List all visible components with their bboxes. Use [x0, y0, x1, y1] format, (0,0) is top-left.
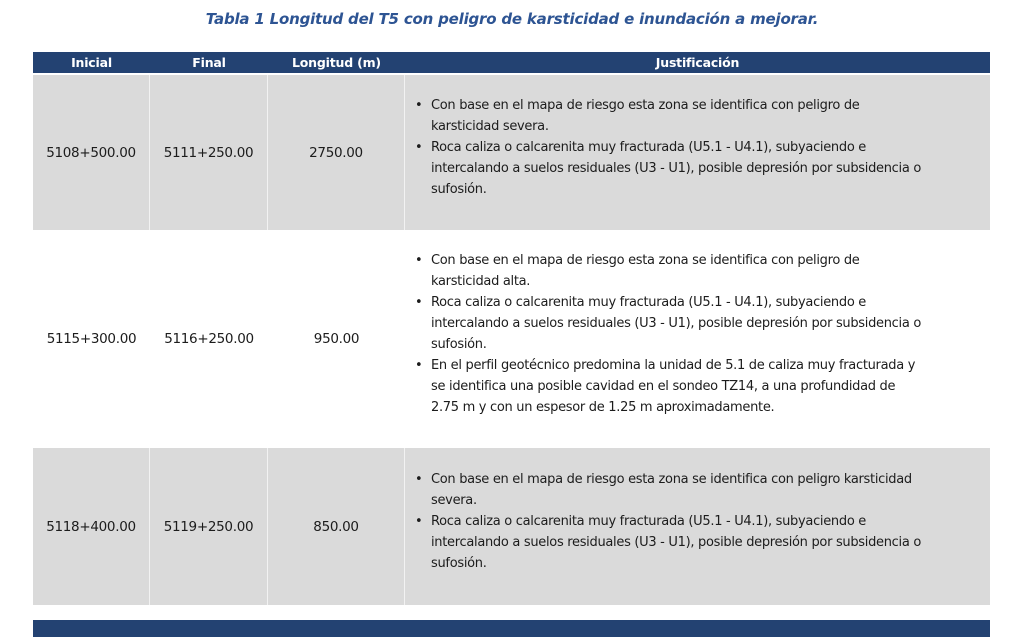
justification-text: Roca caliza o calcarenita muy fracturada (U5.1 - U4.1), subyaciendo e intercalando a suelos residuales (U3 - U1), posible depresión por subsidencia o sufosión. — [431, 514, 921, 571]
cell-inicial: 5118+400.00 — [33, 448, 150, 605]
cell-longitud: 2750.00 — [268, 75, 405, 230]
bullet-icon: • — [415, 472, 423, 487]
cell-longitud: 950.00 — [313, 330, 360, 347]
bullet-icon: • — [415, 140, 423, 155]
justification-text: Con base en el mapa de riesgo esta zona se identifica con peligro karsticidad severa. — [431, 472, 912, 508]
cell-justificacion — [405, 232, 990, 445]
table-row — [33, 232, 990, 445]
table-bottom-rule — [33, 620, 990, 637]
cell-final: 5116+250.00 — [164, 330, 254, 347]
table-body — [33, 75, 990, 605]
cell-justificacion — [405, 75, 990, 230]
bullet-icon: • — [415, 357, 423, 373]
column-header-inicial: Inicial — [71, 55, 112, 70]
cell-final: 5111+250.00 — [150, 75, 268, 230]
cell-final: 5119+250.00 — [150, 448, 268, 605]
justification-text: Con base en el mapa de riesgo esta zona se identifica con peligro de karsticidad alta. — [431, 252, 860, 289]
justification-list — [405, 469, 921, 574]
cell-justificacion — [405, 448, 990, 605]
justification-bullet — [413, 95, 921, 137]
table-header-row — [33, 52, 990, 73]
table-row — [33, 448, 990, 605]
justification-list — [405, 250, 921, 418]
cell-inicial: 5115+300.00 — [46, 330, 137, 347]
bullet-icon: • — [415, 294, 423, 310]
karst-hazard-table — [33, 52, 990, 637]
justification-bullet — [413, 292, 921, 355]
table-caption: Tabla 1 Longitud del T5 con peligro de karsticidad e inundación a mejorar. — [205, 10, 819, 28]
justification-text: Roca caliza o calcarenita muy fracturada (U5.1 - U4.1), subyaciendo e intercalando a suelos residuales (U3 - U1), posible depresión por subsidencia o sufosión. — [431, 294, 921, 352]
justification-bullet — [413, 355, 921, 418]
table-row — [33, 75, 990, 230]
justification-bullet — [413, 250, 921, 292]
bullet-icon: • — [415, 514, 423, 529]
cell-longitud: 850.00 — [268, 448, 405, 605]
justification-bullet — [413, 511, 921, 574]
column-header-final: Final — [192, 55, 226, 70]
cell-inicial: 5108+500.00 — [33, 75, 150, 230]
bullet-icon: • — [415, 252, 423, 268]
column-header-justificacion: Justificación — [655, 55, 740, 70]
justification-text: En el perfil geotécnico predomina la unidad de 5.1 de caliza muy fracturada y se identifica una posible cavidad en el sondeo TZ14, a una profundidad de 2.75 m y con un espesor de 1.25 m aproximadamente. — [431, 357, 916, 415]
justification-bullet — [413, 469, 921, 511]
column-header-longitud: Longitud (m) — [292, 55, 381, 70]
bullet-icon: • — [415, 98, 423, 113]
justification-text: Roca caliza o calcarenita muy fracturada (U5.1 - U4.1), subyaciendo e intercalando a suelos residuales (U3 - U1), posible depresión por subsidencia o sufosión. — [431, 140, 921, 197]
justification-text: Con base en el mapa de riesgo esta zona se identifica con peligro de karsticidad severa. — [431, 98, 860, 134]
justification-list — [405, 95, 921, 200]
justification-bullet — [413, 137, 921, 200]
